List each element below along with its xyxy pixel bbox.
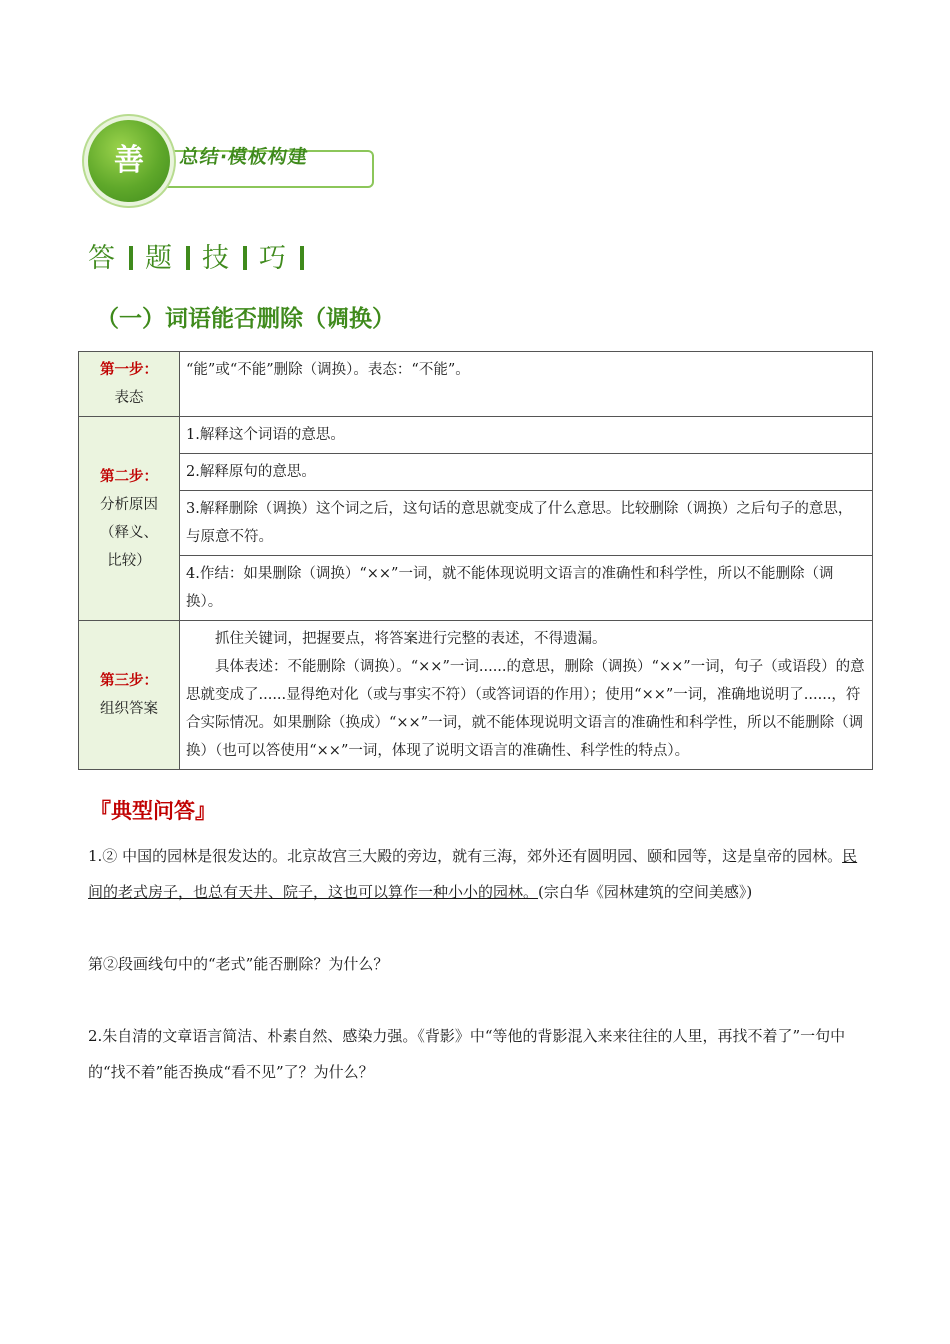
divider	[300, 246, 304, 270]
section-title: （一）词语能否删除（调换）	[96, 306, 395, 332]
underlined-sentence: 民间的老式房子，也总有天井、院子，这也可以算作一种小小的园林。	[88, 847, 858, 901]
question-1-source: (宗白华《园林建筑的空间美感》)	[538, 883, 753, 901]
step1-content: “能”或“不能”删除（调换）。表态：“不能”。	[180, 352, 873, 417]
badge-char: 善	[114, 143, 144, 178]
step2-cell	[79, 417, 180, 621]
table-row	[79, 454, 873, 491]
table-row	[79, 352, 873, 417]
tips-title-char: 巧	[259, 243, 288, 274]
step3-label: 第三步：	[100, 673, 158, 689]
question-2: 2.朱自清的文章语言简洁、朴素自然、感染力强。《背影》中“等他的背影混入来来往往的人里，再找不着了”一句中的“找不着”能否换成“看不见”了？为什么？	[88, 1027, 846, 1081]
step2-item: 1.解释这个词语的意思。	[180, 417, 873, 454]
step1-label: 第一步：	[100, 362, 158, 378]
step3-content	[180, 621, 873, 770]
table-row	[79, 417, 873, 454]
step3-para: 抓住关键词，把握要点，将答案进行完整的表述，不得遗漏。	[215, 631, 607, 647]
question-1-ask: 第②段画线句中的“老式”能否删除？为什么？	[88, 955, 389, 973]
section-badge	[88, 120, 388, 210]
tips-title-char: 题	[145, 243, 174, 274]
question-1-text: 1.② 中国的园林是很发达的。北京故宫三大殿的旁边，就有三海，郊外还有圆明园、颐和园等，这是皇帝的园林。	[88, 847, 843, 865]
step2-label: 第二步：	[100, 468, 158, 485]
badge-text-1: 总结	[178, 146, 222, 168]
table-row	[79, 556, 873, 621]
question-1	[88, 838, 864, 910]
step3-sub: 组织答案	[100, 701, 158, 717]
step2-item: 4.作结：如果删除（调换）“××”一词，就不能体现说明文语言的准确性和科学性，所以不能删除（调换）。	[180, 556, 873, 621]
divider	[129, 246, 133, 270]
step2-sub-line: 比较）	[107, 552, 151, 569]
steps-table	[78, 351, 873, 770]
tips-title-char: 答	[88, 243, 117, 274]
badge-text-2: 模板构建	[226, 146, 310, 168]
step3-cell	[79, 621, 180, 770]
divider	[243, 246, 247, 270]
step2-item: 3.解释删除（调换）这个词之后，这句话的意思就变成了什么意思。比较删除（调换）之后句子的意思，与原意不符。	[180, 491, 873, 556]
step3-para: 具体表述：不能删除（调换）。“××”一词......的意思，删除（调换）“××”一词，句子（或语段）的意思就变成了......显得绝对化（或与事实不符）（或答词语的作用）；使用“××”一词，准确地说明了......，符合实际情况。如果删除（换成）“××”一词，就不能体现说明文语言的准确性和科学性，所以不能删除（调换）（也可以答使用“××”一词，体现了说明文语言的准确性、科学性的特点）。	[186, 659, 865, 759]
step2-sub	[85, 491, 173, 575]
step2-item: 2.解释原句的意思。	[180, 454, 873, 491]
table-row	[79, 491, 873, 556]
step1-cell	[79, 352, 180, 417]
table-row	[79, 621, 873, 770]
divider	[186, 246, 190, 270]
tips-title-char: 技	[202, 243, 231, 274]
badge-text	[178, 142, 310, 169]
tips-title	[88, 236, 316, 275]
badge-dot: ·	[218, 146, 230, 168]
qa-title: 『典型问答』	[90, 798, 216, 823]
step2-sub-line: 分析原因	[100, 496, 158, 513]
step1-sub: 表态	[114, 390, 144, 406]
step2-sub-line: （释义、	[100, 524, 158, 541]
